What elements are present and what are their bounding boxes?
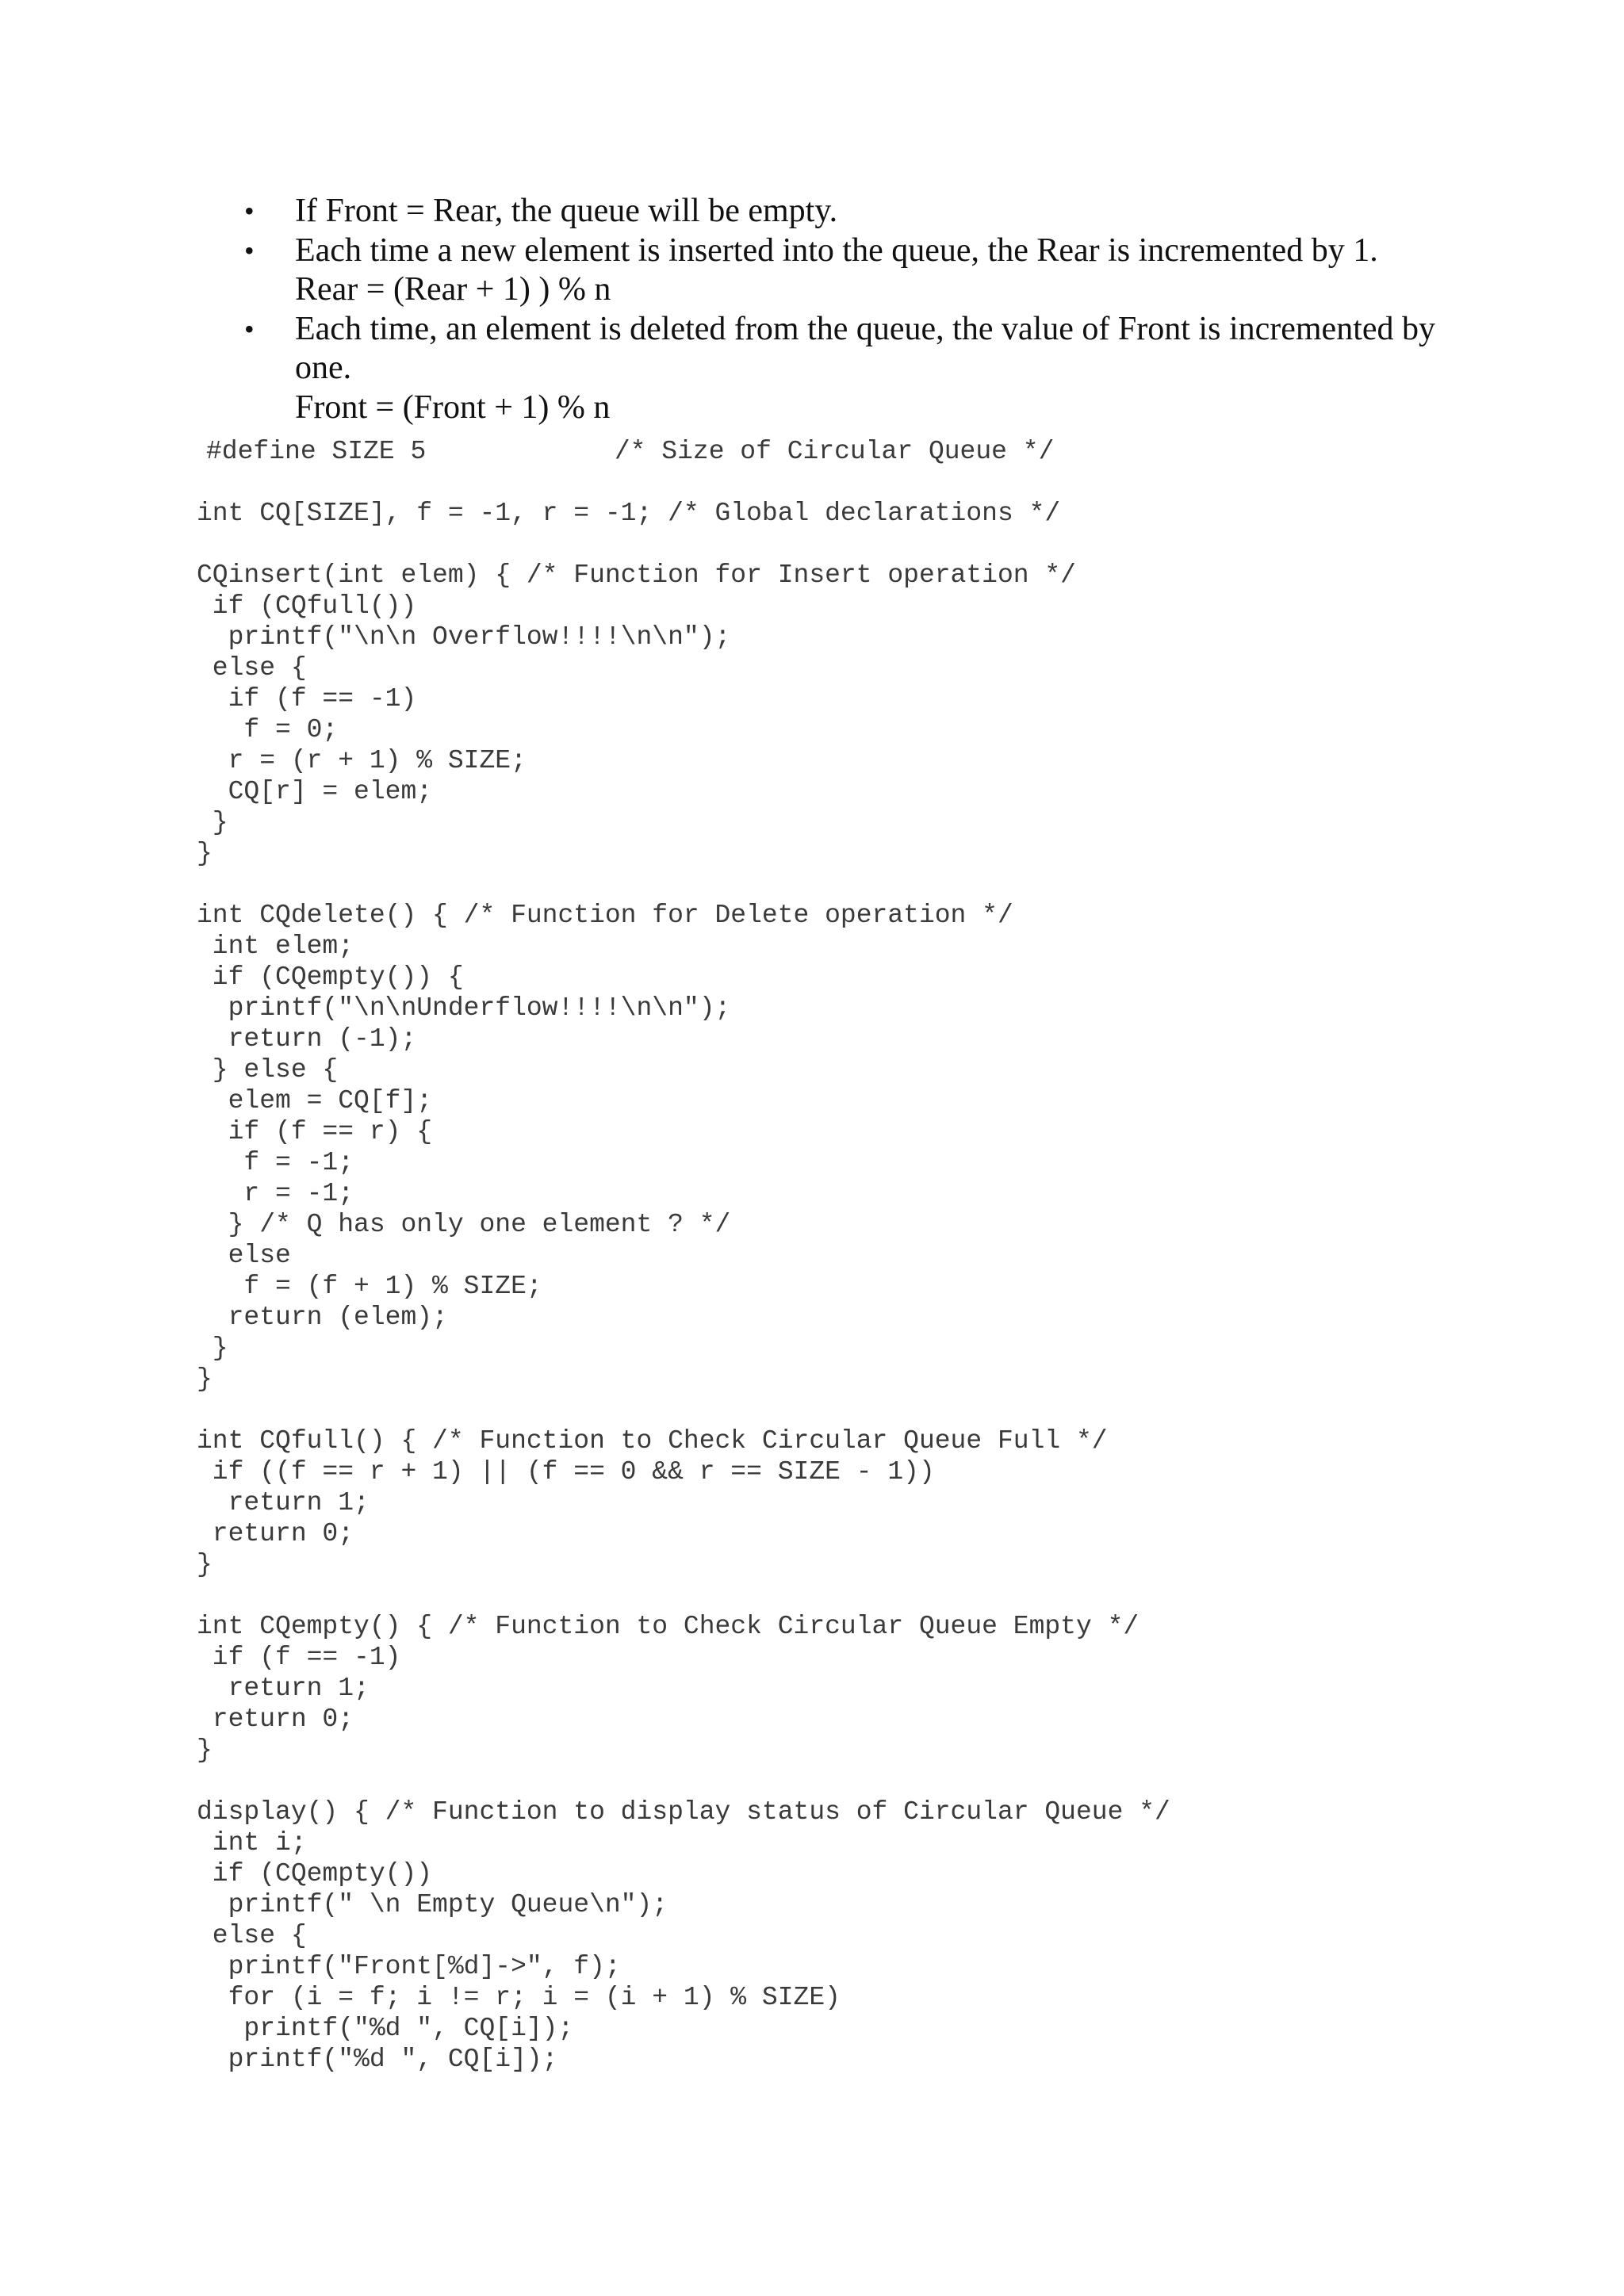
code-line: } xyxy=(197,1550,213,1579)
code-line: return (elem); xyxy=(197,1303,448,1332)
code-line: if (CQempty()) { xyxy=(197,962,464,992)
code-line xyxy=(197,1766,1545,1797)
code-line: printf(" \n Empty Queue\n"); xyxy=(197,1890,668,1919)
code-line: int CQempty() { /* Function to Check Circular Queue Empty */ xyxy=(197,1612,1139,1641)
code-line: } /* Q has only one element ? */ xyxy=(197,1210,731,1239)
code-line: int i; xyxy=(197,1828,307,1858)
code-line xyxy=(197,869,1545,900)
code-line: r = -1; xyxy=(197,1179,354,1208)
code-line: if (f == -1) xyxy=(197,1643,401,1672)
code-line: printf("%d ", CQ[i]); xyxy=(197,2014,574,2043)
code-line: else xyxy=(197,1241,291,1270)
bullet-item xyxy=(238,310,1475,428)
code-line: display() { /* Function to display status of Circular Queue */ xyxy=(197,1797,1170,1827)
code-line: } xyxy=(197,808,228,837)
code-line: int CQdelete() { /* Function for Delete operation */ xyxy=(197,901,1013,930)
code-line: else { xyxy=(197,1921,307,1950)
code-line: printf("\n\n Overflow!!!!\n\n"); xyxy=(197,622,731,652)
code-line: } xyxy=(197,1735,213,1765)
code-line: int CQ[SIZE], f = -1, r = -1; /* Global declarations */ xyxy=(197,499,1061,528)
code-line: if (CQfull()) xyxy=(197,591,417,621)
code-line: #define SIZE 5 /* Size of Circular Queue */ xyxy=(206,437,1055,466)
code-line xyxy=(197,1395,1545,1425)
formula-line: Front = (Front + 1) % n xyxy=(295,388,611,426)
code-line: if (CQempty()) xyxy=(197,1859,433,1888)
code-line: return 1; xyxy=(197,1674,370,1703)
code-line: } xyxy=(197,1334,228,1363)
bullet-item xyxy=(238,192,1475,232)
bullet-text: If Front = Rear, the queue will be empty. xyxy=(295,193,838,229)
bullet-dot-icon: • xyxy=(244,312,255,345)
code-line: return 0; xyxy=(197,1705,354,1734)
code-line: CQinsert(int elem) { /* Function for Insert operation */ xyxy=(197,561,1076,590)
code-line: elem = CQ[f]; xyxy=(197,1086,433,1115)
code-line: printf("\n\nUnderflow!!!!\n\n"); xyxy=(197,993,731,1023)
code-line: return 1; xyxy=(197,1488,370,1517)
code-line xyxy=(197,529,1545,560)
code-line: f = (f + 1) % SIZE; xyxy=(197,1272,542,1301)
bullet-text: Each time, an element is deleted from the queue, the value of Front is incremented by one. xyxy=(295,310,1436,387)
code-line: if (f == r) { xyxy=(197,1117,433,1146)
code-line: int CQfull() { /* Function to Check Circular Queue Full */ xyxy=(197,1426,1108,1456)
bullet-item xyxy=(238,232,1475,310)
formula-line: Rear = (Rear + 1) ) % n xyxy=(295,271,611,308)
bullet-list xyxy=(238,192,1475,428)
code-line: if ((f == r + 1) || (f == 0 && r == SIZE - 1)) xyxy=(197,1457,935,1487)
code-line xyxy=(197,467,1545,498)
code-line: } xyxy=(197,839,213,868)
code-line: } xyxy=(197,1364,213,1394)
code-line: printf("%d ", CQ[i]); xyxy=(197,2045,558,2074)
code-line: r = (r + 1) % SIZE; xyxy=(197,746,527,775)
code-line: CQ[r] = elem; xyxy=(197,777,433,806)
code-line: f = 0; xyxy=(197,715,339,744)
code-line: for (i = f; i != r; i = (i + 1) % SIZE) xyxy=(197,1983,841,2012)
code-line: int elem; xyxy=(197,932,354,961)
code-line: return 0; xyxy=(197,1519,354,1548)
code-line: return (-1); xyxy=(197,1024,417,1054)
code-block xyxy=(197,436,1545,2075)
code-line xyxy=(197,1580,1545,1611)
code-line: f = -1; xyxy=(197,1148,354,1177)
code-line: printf("Front[%d]->", f); xyxy=(197,1952,621,1981)
code-line: else { xyxy=(197,653,307,683)
bullet-text: Each time a new element is inserted into the queue, the Rear is incremented by 1. xyxy=(295,232,1378,269)
bullet-dot-icon: • xyxy=(244,234,255,266)
code-line: } else { xyxy=(197,1055,339,1085)
bullet-dot-icon: • xyxy=(244,195,255,227)
code-line: if (f == -1) xyxy=(197,684,417,714)
